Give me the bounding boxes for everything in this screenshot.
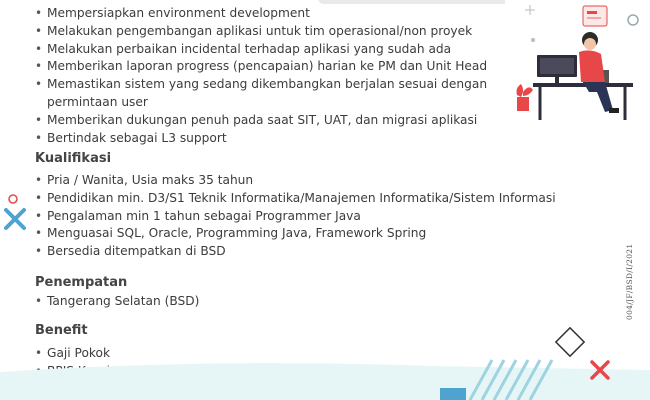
list-item: • Memberikan laporan progress (pencapaian) harian ke PM dan Unit Head [35,59,488,74]
list-item: • Pria / Wanita, Usia maks 35 tahun [35,173,254,187]
list-item: • Tangerang Selatan (BSD) [35,294,200,308]
list-item: • Melakukan pengembangan aplikasi untuk tim operasional/non proyek [35,23,473,38]
list-item: • Melakukan perbaikan incidental terhadap aplikasi yang sudah ada [35,41,452,56]
decorative-footer-shapes [0,300,650,400]
cross-icon [0,192,32,234]
document-reference-code: 004/JF/BSD/I/2021 [625,243,634,320]
qualifications-list [33,172,556,261]
developer-illustration [505,0,650,125]
list-item: • Menguasai SQL, Oracle, Programming Java, Framework Spring [35,226,427,241]
header-tab-fragment [318,0,528,4]
diamond-icon [556,328,584,356]
list-item: • Gaji Pokok [35,346,111,360]
list-item: • Memberikan dukungan penuh pada saat SIT, UAT, dan migrasi aplikasi [35,112,478,127]
section-title-penempatan: Penempatan [35,275,128,290]
list-item: • Pendidikan min. D3/S1 Teknik Informatika/Manajemen Informatika/Sistem Informasi [35,190,556,205]
section-title-benefit: Benefit [35,323,88,338]
section-title-kualifikasi: Kualifikasi [35,151,112,166]
list-item: • Pengalaman min 1 tahun sebagai Programmer Java [35,208,361,223]
list-item: • Mempersiapkan environment development [35,6,310,20]
responsibilities-list [33,5,537,147]
list-item: • Bersedia ditempatkan di BSD [35,244,226,259]
list-item: • Memastikan sistem yang sedang dikembangkan berjalan sesuai dengan permintaan user [35,77,488,109]
list-item: • Bertindak sebagai L3 support [35,130,227,145]
